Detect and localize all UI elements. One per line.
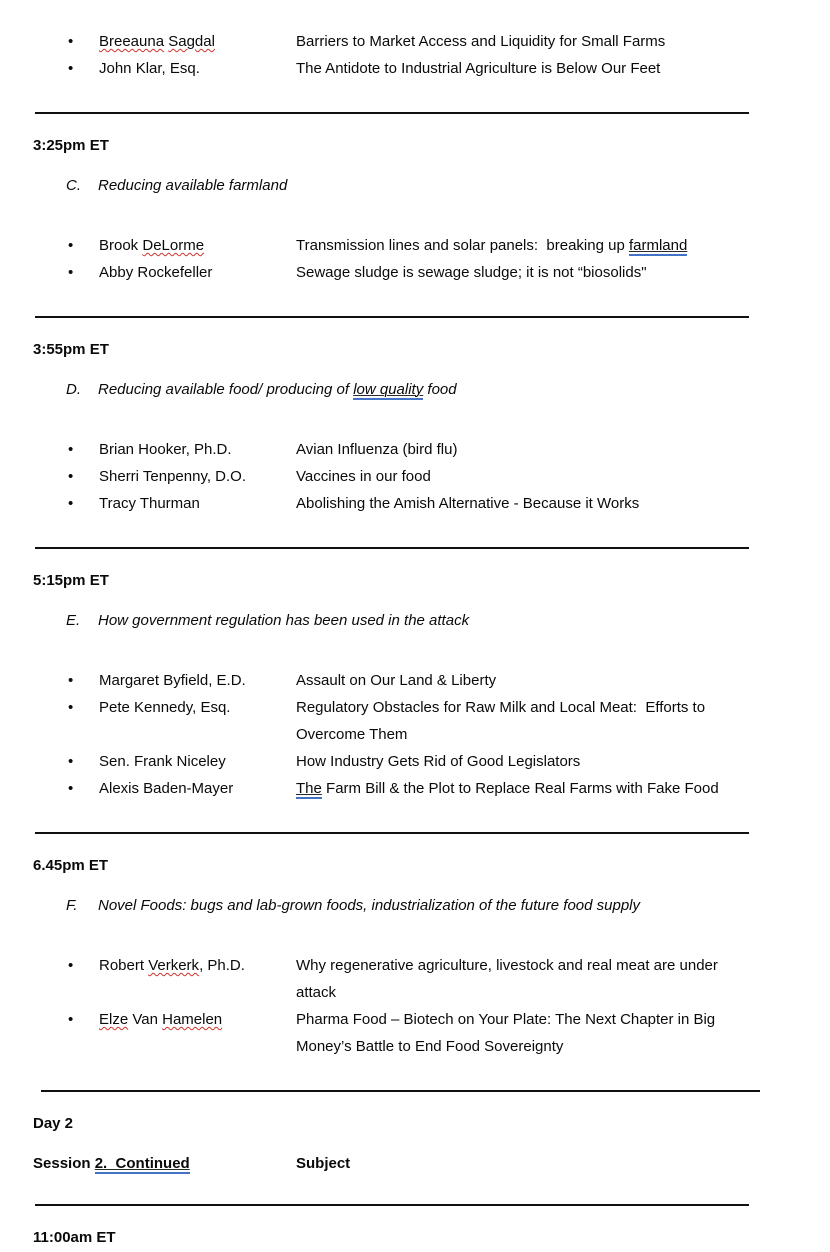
subject-line: [296, 463, 812, 490]
text-segment: Sherri Tenpenny, D.O.: [99, 468, 247, 485]
bullet-icon: •: [68, 441, 74, 458]
text-segment: Sewage sludge is sewage sludge; it is not “biosolids": [296, 264, 647, 281]
text-segment: Overcome Them: [296, 726, 408, 743]
bullet-icon: •: [68, 1011, 74, 1028]
speaker-row: [33, 28, 812, 55]
speaker-row: [33, 775, 812, 802]
section-divider: [35, 1204, 749, 1206]
text-segment: attack: [296, 984, 337, 1001]
agenda-letter: F.: [66, 897, 78, 914]
text-segment: Why regenerative agriculture, livestock and real meat are under: [296, 957, 718, 974]
agenda-item-heading: [33, 611, 812, 631]
agenda-title: [98, 380, 812, 400]
subject-line: [296, 694, 812, 721]
text-segment: Novel Foods: bugs and lab-grown foods, industrialization of the future food supply: [98, 897, 640, 914]
agenda-item-heading: [33, 896, 812, 916]
subject-line: [296, 490, 812, 517]
subject-line: [296, 55, 812, 82]
speaker-row: [33, 436, 812, 463]
bullet-icon: •: [68, 468, 74, 485]
misspelled-text: Breeauna: [99, 33, 165, 50]
speaker-row: [33, 259, 812, 286]
speaker-row: [33, 667, 812, 694]
grammar-flagged-text: farmland: [628, 237, 688, 254]
subject-line: [296, 436, 812, 463]
talk-subject: [296, 952, 812, 1006]
misspelled-text: Hamelen: [162, 1011, 223, 1028]
speaker-name: [99, 436, 296, 463]
subject-line: [296, 979, 812, 1006]
speaker-name: [99, 232, 296, 259]
talk-subject: [296, 55, 812, 82]
subject-line: [296, 28, 812, 55]
speaker-row: [33, 694, 812, 748]
session-header-row: [33, 1154, 812, 1174]
agenda-letter: C.: [66, 177, 81, 194]
speaker-row: [33, 952, 812, 1006]
time-heading: 3:25pm ET: [33, 137, 109, 154]
subject-line: [296, 259, 812, 286]
speaker-list: [33, 436, 812, 517]
speaker-list: [33, 28, 812, 82]
talk-subject: [296, 436, 812, 463]
misspelled-text: Elze: [99, 1011, 129, 1028]
agenda-letter: D.: [66, 381, 81, 398]
speaker-name: [99, 28, 296, 55]
talk-subject: [296, 463, 812, 490]
section-divider: [35, 316, 749, 318]
session-label: [33, 1154, 296, 1174]
speaker-name: [99, 748, 296, 775]
text-segment: How Industry Gets Rid of Good Legislators: [296, 753, 581, 770]
text-segment: Alexis Baden-Mayer: [99, 780, 234, 797]
section-divider: [35, 832, 749, 834]
text-segment: Abby Rockefeller: [99, 264, 213, 281]
text-segment: Reducing available farmland: [98, 177, 288, 194]
text-segment: Reducing available food/ producing of: [98, 381, 354, 398]
bullet-icon: •: [68, 264, 74, 281]
talk-subject: [296, 259, 812, 286]
text-segment: Session: [33, 1155, 95, 1172]
bullet-icon: •: [68, 957, 74, 974]
misspelled-text: Sagdal: [168, 33, 215, 50]
bullet-icon: •: [68, 672, 74, 689]
grammar-flagged-text: 2. Continued: [94, 1155, 190, 1172]
speaker-name: [99, 667, 296, 694]
section-divider: [35, 547, 749, 549]
grammar-flagged-text: low quality: [353, 381, 424, 398]
subject-line: [296, 775, 812, 802]
text-segment: Barriers to Market Access and Liquidity for Small Farms: [296, 33, 666, 50]
text-segment: The Antidote to Industrial Agriculture is Below Our Feet: [296, 60, 661, 77]
time-heading: 6.45pm ET: [33, 857, 109, 874]
section-divider: [41, 1090, 760, 1092]
speaker-row: [33, 490, 812, 517]
bullet-icon: •: [68, 33, 74, 50]
talk-subject: [296, 490, 812, 517]
speaker-row: [33, 748, 812, 775]
subject-column-header: Subject: [296, 1155, 351, 1172]
talk-subject: [296, 667, 812, 694]
bullet-icon: •: [68, 60, 74, 77]
text-segment: Farm Bill & the Plot to Replace Real Farms with Fake Food: [321, 780, 719, 797]
talk-subject: [296, 28, 812, 55]
talk-subject: [296, 1006, 812, 1060]
text-segment: Margaret Byfield, E.D.: [99, 672, 246, 689]
text-segment: Pete Kennedy, Esq.: [99, 699, 231, 716]
subject-line: [296, 721, 812, 748]
text-segment: Money’s Battle to End Food Sovereignty: [296, 1038, 564, 1055]
day-heading: Day 2: [33, 1115, 74, 1132]
agenda-title: [98, 611, 812, 631]
subject-line: [296, 748, 812, 775]
speaker-name: [99, 1006, 296, 1060]
agenda-item-heading: [33, 380, 812, 400]
text-segment: How government regulation has been used in the attack: [98, 612, 470, 629]
agenda-item-heading: [33, 176, 812, 196]
time-heading: 3:55pm ET: [33, 341, 109, 358]
talk-subject: [296, 232, 812, 259]
speaker-row: [33, 232, 812, 259]
text-segment: Regulatory Obstacles for Raw Milk and Local Meat: Efforts to: [296, 699, 706, 716]
talk-subject: [296, 694, 812, 748]
bullet-icon: •: [68, 237, 74, 254]
text-segment: Brian Hooker, Ph.D.: [99, 441, 232, 458]
bullet-icon: •: [68, 495, 74, 512]
text-segment: Assault on Our Land & Liberty: [296, 672, 497, 689]
bullet-icon: •: [68, 753, 74, 770]
speaker-list: [33, 232, 812, 286]
text-segment: Avian Influenza (bird flu): [296, 441, 458, 458]
text-segment: Sen. Frank Niceley: [99, 753, 226, 770]
speaker-row: [33, 55, 812, 82]
speaker-name: [99, 259, 296, 286]
text-segment: Transmission lines and solar panels: breaking up: [296, 237, 629, 254]
time-heading: 5:15pm ET: [33, 572, 109, 589]
subject-line: [296, 952, 812, 979]
agenda-title: [98, 176, 812, 196]
misspelled-text: Verkerk: [148, 957, 200, 974]
speaker-list: [33, 667, 812, 802]
speaker-row: [33, 1006, 812, 1060]
speaker-row: [33, 463, 812, 490]
agenda-letter: E.: [66, 612, 81, 629]
talk-subject: [296, 748, 812, 775]
text-segment: Abolishing the Amish Alternative - Because it Works: [296, 495, 640, 512]
speaker-name: [99, 952, 296, 1006]
subject-line: [296, 1006, 812, 1033]
subject-line: [296, 1033, 812, 1060]
speaker-name: [99, 463, 296, 490]
grammar-flagged-text: The: [296, 780, 322, 797]
text-segment: Tracy Thurman: [99, 495, 200, 512]
text-segment: , Ph.D.: [199, 957, 245, 974]
speaker-name: [99, 775, 296, 802]
text-segment: Van: [128, 1011, 163, 1028]
agenda-title: [98, 896, 812, 916]
text-segment: Robert: [99, 957, 149, 974]
misspelled-text: DeLorme: [142, 237, 205, 254]
bullet-icon: •: [68, 699, 74, 716]
text-segment: Vaccines in our food: [296, 468, 431, 485]
bullet-icon: •: [68, 780, 74, 797]
speaker-list: [33, 952, 812, 1060]
talk-subject: [296, 775, 812, 802]
text-segment: food: [423, 381, 457, 398]
section-divider: [35, 112, 749, 114]
text-segment: Pharma Food – Biotech on Your Plate: The Next Chapter in Big: [296, 1011, 716, 1028]
speaker-name: [99, 694, 296, 748]
text-segment: Brook: [99, 237, 143, 254]
text-segment: John Klar, Esq.: [99, 60, 200, 77]
speaker-name: [99, 490, 296, 517]
time-heading: 11:00am ET: [33, 1229, 116, 1246]
speaker-name: [99, 55, 296, 82]
subject-line: [296, 667, 812, 694]
subject-line: [296, 232, 812, 259]
